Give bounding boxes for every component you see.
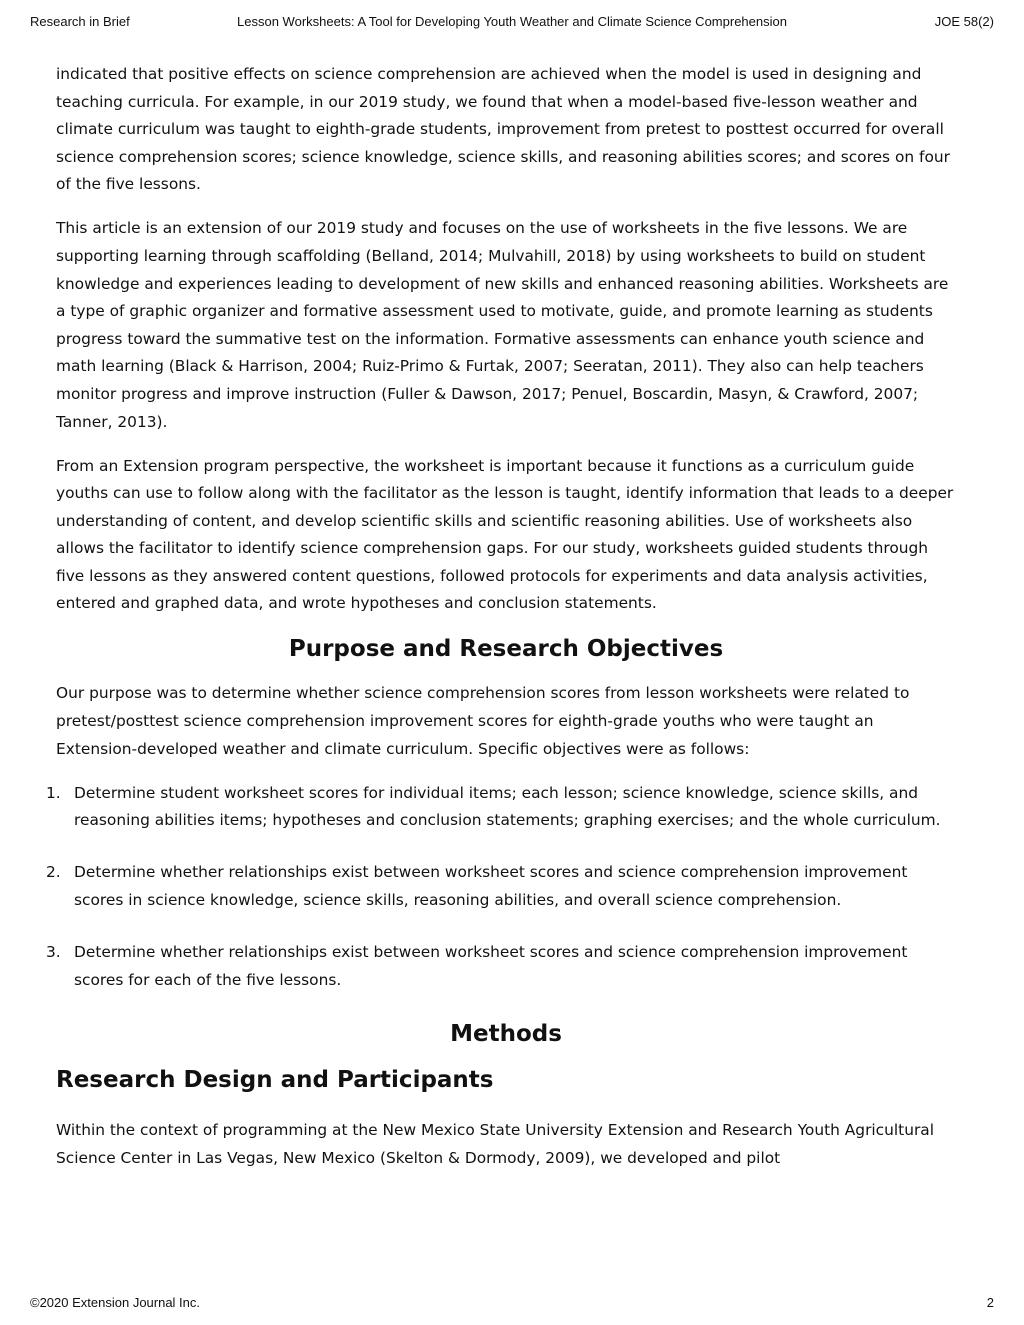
- objectives-list: [46, 780, 956, 995]
- paragraph-1: indicated that positive effects on science comprehension are achieved when the model is used in designing and teaching curricula. For example, in our 2019 study, we found that when a model-based five-lesson weather and climate curriculum was taught to eighth-grade students, improvement from pretest to posttest occurred for overall science comprehension scores; science knowledge, science skills, and reasoning abilities scores; and scores on four of the five lessons.: [56, 65, 950, 194]
- header-section-label: Research in Brief: [30, 14, 130, 29]
- header-journal-issue: JOE 58(2): [934, 14, 994, 29]
- list-number: 2.: [46, 863, 61, 882]
- list-item: [46, 780, 956, 835]
- page-number: 2: [986, 1295, 994, 1310]
- header-article-title: Lesson Worksheets: A Tool for Developing Youth Weather and Climate Science Comprehension: [237, 14, 787, 29]
- list-item-text: Determine student worksheet scores for individual items; each lesson; science knowledge, science skills, and reasoning abilities items; hypotheses and conclusion statements; graphing exercises; and the whole curriculum.: [74, 783, 941, 830]
- list-number: 1.: [46, 783, 61, 802]
- list-item-text: Determine whether relationships exist between worksheet scores and science comprehension improvement scores for each of the five lessons.: [74, 943, 908, 989]
- paragraph-5: Within the context of programming at the New Mexico State University Extension and Research Youth Agricultural Science Center in Las Vegas, New Mexico (Skelton & Dormody, 2009), we developed and pilot: [56, 1120, 934, 1167]
- heading-methods: Methods: [450, 1020, 562, 1047]
- footer-copyright: ©2020 Extension Journal Inc.: [30, 1295, 201, 1310]
- paragraph-4: Our purpose was to determine whether science comprehension scores from lesson worksheets were related to pretest/posttest science comprehension improvement scores for eighth-grade youths who were taught an Extension-developed weather and climate curriculum. Specific objectives were as follows:: [56, 684, 910, 758]
- article-body: [46, 61, 956, 1189]
- paragraph-2: This article is an extension of our 2019 study and focuses on the use of worksheets in the five lessons. We are supporting learning through scaffolding (Belland, 2014; Mulvahill, 2018) by using worksheets to build on student knowledge and experiences leading to development of new skills and enhanced reasoning abilities. Worksheets are a type of graphic organizer and formative assessment used to motivate, guide, and promote learning as students progress toward the summative test on the information. Formative assessments can enhance youth science and math learning (Black & Harrison, 2004; Ruiz-Primo & Furtak, 2007; Seeratan, 2011). They also can help teachers monitor progress and improve instruction (Fuller & Dawson, 2017; Penuel, Boscardin, Masyn, & Crawford, 2007; Tanner, 2013).: [56, 219, 949, 431]
- list-item: [46, 859, 956, 914]
- paragraph-3: From an Extension program perspective, the worksheet is important because it functions as a curriculum guide youths can use to follow along with the facilitator as the lesson is taught, identify information that leads to a deeper understanding of content, and develop scientific skills and scientific reasoning abilities. Use of worksheets also allows the facilitator to identify science comprehension gaps. For our study, worksheets guided students through five lessons as they answered content questions, followed protocols for experiments and data analysis activities, entered and graphed data, and wrote hypotheses and conclusion statements.: [56, 456, 954, 613]
- heading-purpose: Purpose and Research Objectives: [288, 636, 724, 663]
- list-item: [46, 939, 956, 994]
- list-number: 3.: [46, 943, 61, 962]
- running-header: [0, 14, 1024, 30]
- heading-research-design: Research Design and Participants: [56, 1066, 494, 1093]
- list-item-text: Determine whether relationships exist between worksheet scores and science comprehension improvement scores in science knowledge, science skills, reasoning abilities, and overall science comprehension.: [74, 863, 908, 909]
- running-footer: [0, 1295, 1024, 1311]
